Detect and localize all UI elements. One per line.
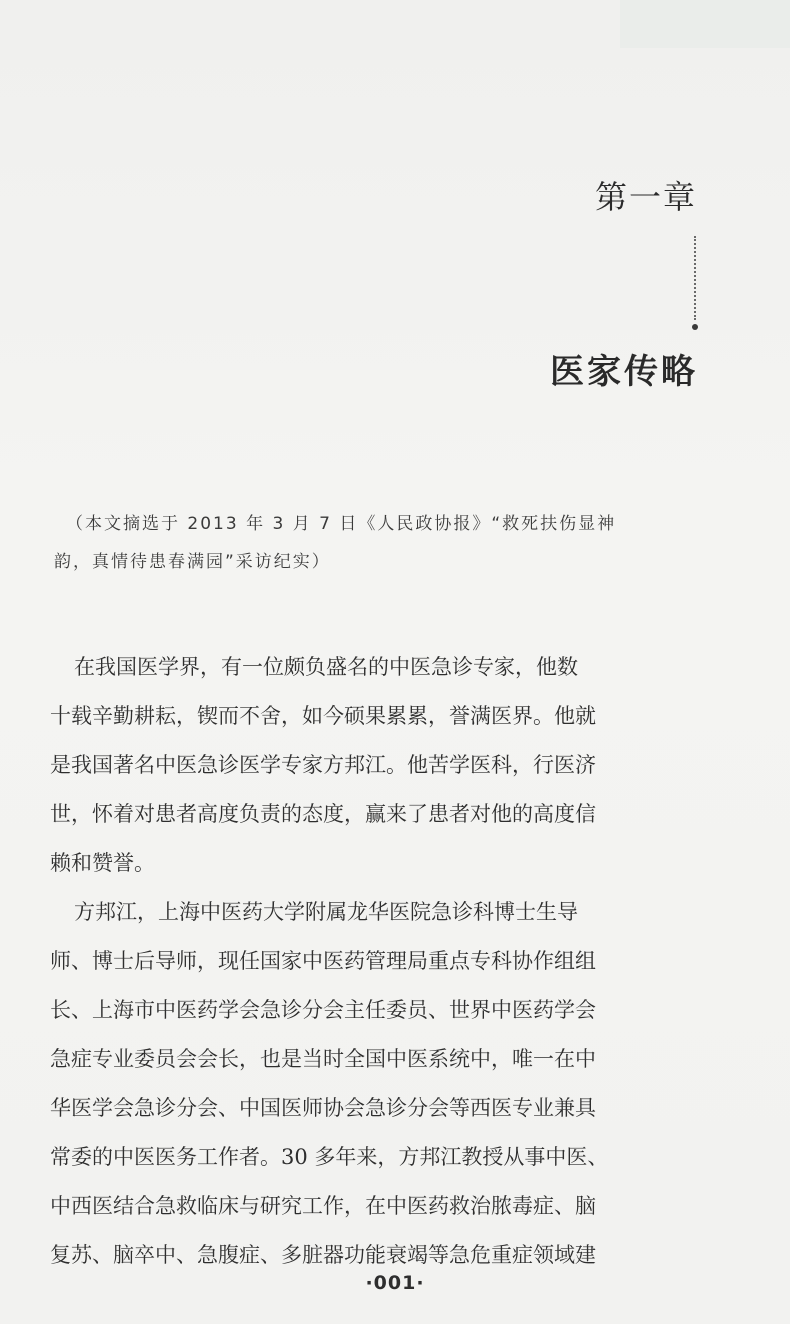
scan-corner-patch [620,0,790,48]
paragraph-line: 十载辛勤耕耘，锲而不舍，如今硕果累累，誉满医界。他就 [50,704,596,728]
paragraph-line: 世，怀着对患者高度负责的态度，赢来了患者对他的高度信 [50,802,596,826]
paragraph-line: 方邦江，上海中医药大学附属龙华医院急诊科博士生导 [74,900,578,924]
paragraph-line: 长、上海市中医药学会急诊分会主任委员、世界中医药学会 [50,998,596,1022]
chapter-dotted-divider [694,236,696,320]
source-note [54,505,704,581]
source-note-line: 韵，真情待患春满园”采访纪实） [54,552,331,572]
page-number: ·001· [365,1272,425,1294]
chapter-label: 第一章 [594,178,697,216]
paragraph-line: 华医学会急诊分会、中国医师协会急诊分会等西医专业兼具 [50,1096,596,1120]
paragraph-line: 中西医结合急救临床与研究工作，在中医药救治脓毒症、脑 [50,1194,596,1218]
paragraph-line: 是我国著名中医急诊医学专家方邦江。他苦学医科，行医济 [50,753,596,777]
paragraph-line: 急症专业委员会会长，也是当时全国中医系统中，唯一在中 [50,1047,596,1071]
body-text [50,643,710,1280]
paragraph-line: 复苏、脑卒中、急腹症、多脏器功能衰竭等急危重症领域建 [50,1243,596,1267]
paragraph-line: 师、博士后导师，现任国家中医药管理局重点专科协作组组 [50,949,596,973]
paragraph-line: 赖和赞誉。 [50,851,155,875]
paragraph-line: 常委的中医医务工作者。30 多年来，方邦江教授从事中医、 [50,1145,609,1169]
chapter-divider-end-dot [692,324,698,330]
paragraph-line: 在我国医学界，有一位颇负盛名的中医急诊专家，他数 [74,655,578,679]
chapter-title: 医家传略 [550,352,698,392]
source-note-line: （本文摘选于 2013 年 3 月 7 日《人民政协报》“救死扶伤显神 [66,514,617,534]
